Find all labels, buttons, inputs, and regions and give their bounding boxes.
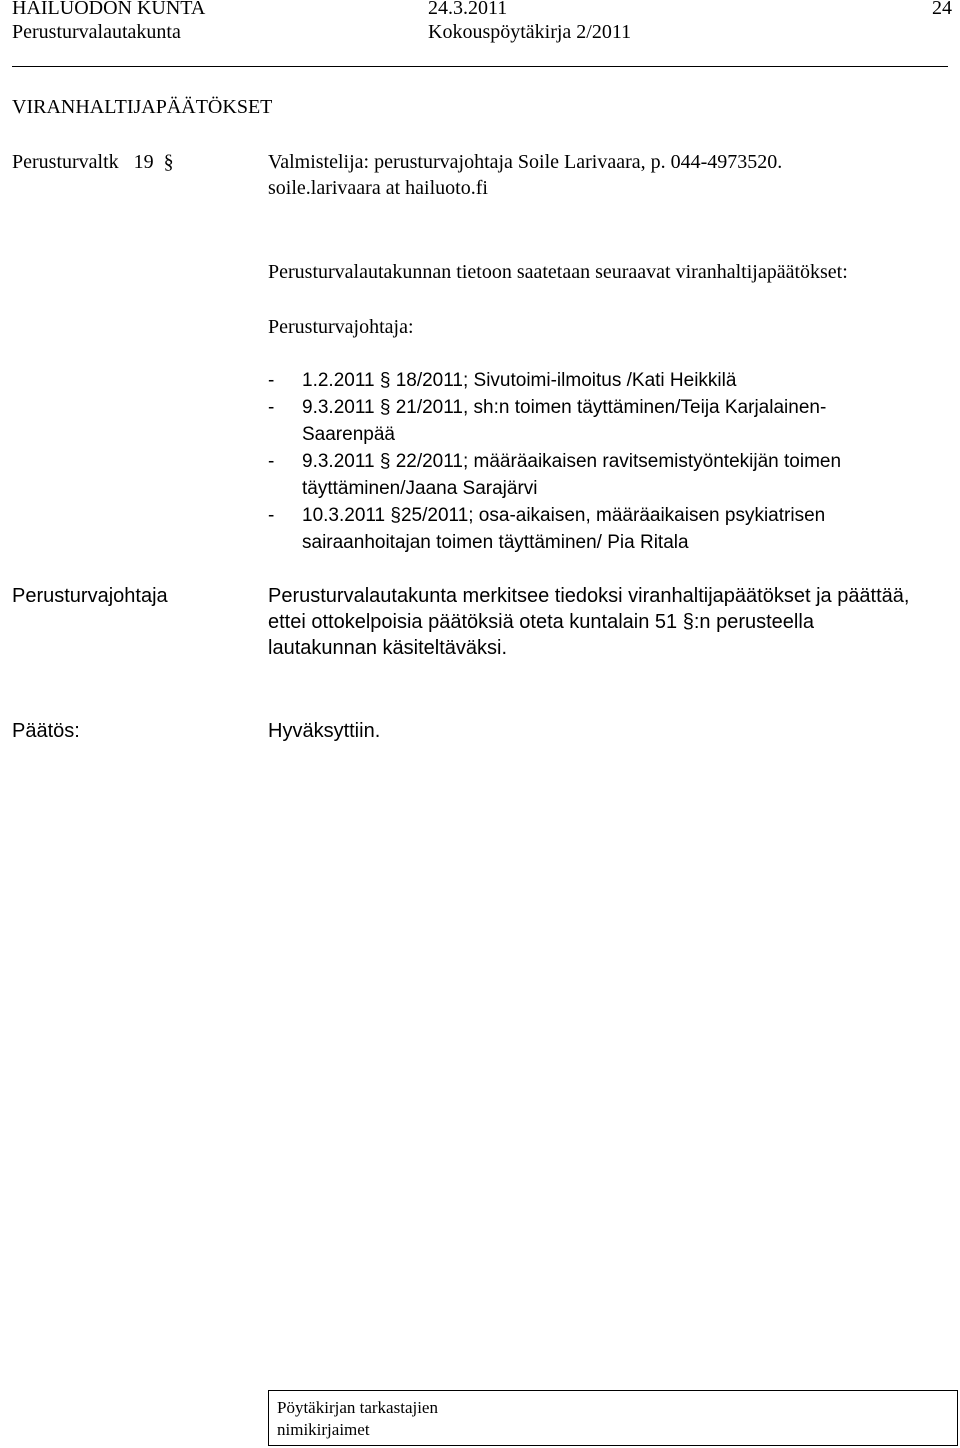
proposal-line-2 xyxy=(268,609,814,635)
section-sign: § xyxy=(390,505,401,526)
proposal-label: Perusturvajohtaja xyxy=(12,585,168,607)
section-sign: § xyxy=(682,611,694,633)
item-ref-prefix: Perusturvaltk xyxy=(12,151,119,173)
decision-item-2-continued: Saarenpää xyxy=(302,424,395,445)
section-title: VIRANHALTIJAPÄÄTÖKSET xyxy=(12,96,273,118)
header-rule xyxy=(12,66,948,67)
section-sign: § xyxy=(379,451,391,472)
list-dash: - xyxy=(268,505,275,526)
decision-date: 9.3.2011 xyxy=(302,451,375,472)
proposal-line-2-start: ettei ottokelpoisia päätöksiä oteta kuntalain 51 xyxy=(268,611,678,633)
section-sign: § xyxy=(379,370,391,391)
proposal-line-2-end: :n perusteella xyxy=(693,611,814,633)
intro-text: Perusturvalautakunnan tietoon saatetaan seuraavat viranhaltijapäätökset: xyxy=(268,261,848,283)
decision-date: 9.3.2011 xyxy=(302,397,375,418)
decision-item-3 xyxy=(268,448,841,475)
proposal-line-1: Perusturvalautakunta merkitsee tiedoksi viranhaltijapäätökset ja päättää, xyxy=(268,585,910,607)
list-dash: - xyxy=(268,397,275,418)
decision-text: 22/2011; määräaikaisen ravitsemistyöntekijän toimen xyxy=(395,451,842,472)
section-sign: § xyxy=(379,397,391,418)
footer-label-line-2: nimikirjaimet xyxy=(277,1420,370,1439)
decision-label: Päätös: xyxy=(12,720,80,742)
page-number: 24 xyxy=(932,0,952,19)
decision-item-4 xyxy=(268,502,825,529)
decision-text: Hyväksyttiin. xyxy=(268,720,381,742)
decision-item-1 xyxy=(268,367,736,394)
municipality-name: HAILUODON KUNTA xyxy=(12,0,206,19)
preparer-line-2: soile.larivaara at hailuoto.fi xyxy=(268,177,488,199)
section-sign: § xyxy=(163,151,174,173)
decision-text: 21/2011, sh:n toimen täyttäminen/Teija Karjalainen- xyxy=(395,397,827,418)
decision-text: 18/2011; Sivutoimi-ilmoitus /Kati Heikkilä xyxy=(395,370,737,391)
decision-text: 25/2011; osa-aikaisen, määräaikaisen psykiatrisen xyxy=(400,505,826,526)
preparer-line-1: Valmistelija: perusturvajohtaja Soile Larivaara, p. 044-4973520. xyxy=(268,151,783,173)
decision-item-3-continued: täyttäminen/Jaana Sarajärvi xyxy=(302,478,538,499)
decision-item-2 xyxy=(268,394,826,421)
official-label: Perusturvajohtaja: xyxy=(268,316,414,338)
item-number: 19 xyxy=(133,151,154,173)
list-dash: - xyxy=(268,370,275,391)
list-dash: - xyxy=(268,451,275,472)
committee-name: Perusturvalautakunta xyxy=(12,21,181,43)
item-reference xyxy=(12,149,174,175)
proposal-line-3: lautakunnan käsiteltäväksi. xyxy=(268,637,508,659)
decision-date: 10.3.2011 xyxy=(302,505,386,526)
decision-date: 1.2.2011 xyxy=(302,370,375,391)
initials-box xyxy=(268,1390,958,1446)
document-name: Kokouspöytäkirja 2/2011 xyxy=(428,21,632,43)
footer-label-line-1: Pöytäkirjan tarkastajien xyxy=(277,1398,438,1417)
meeting-date: 24.3.2011 xyxy=(428,0,508,19)
decision-item-4-continued: sairaanhoitajan toimen täyttäminen/ Pia Ritala xyxy=(302,532,689,553)
